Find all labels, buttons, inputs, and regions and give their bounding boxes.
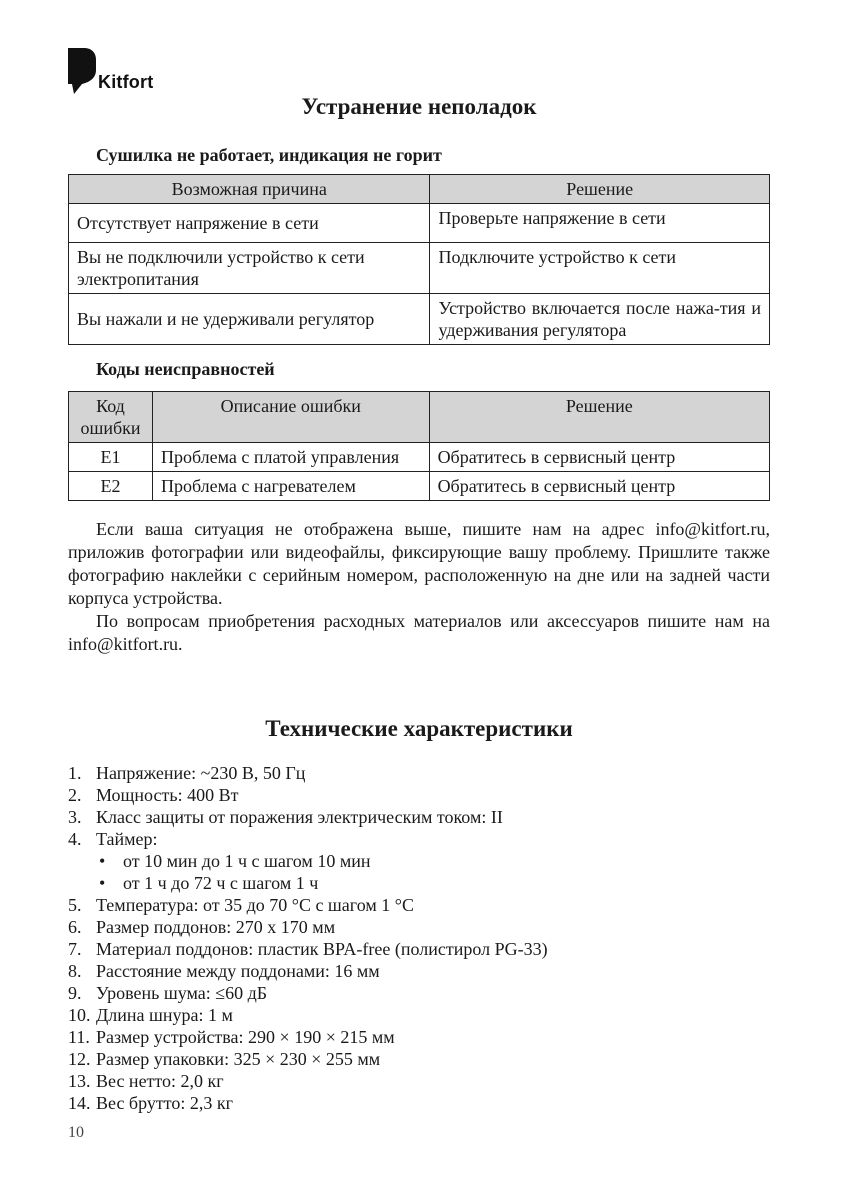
solution-cell: Проверьте напряжение в сети [430, 204, 770, 243]
spec-item-voltage [68, 762, 770, 784]
spec-number: 3. [68, 807, 82, 827]
table-row [69, 204, 770, 243]
spec-number: 9. [68, 983, 82, 1003]
spec-item-tray-material [68, 938, 770, 960]
solution-cell: Устройство включается после нажа-тия и удерживания регулятора [430, 294, 770, 345]
spec-text: Размер упаковки: 325 × 230 × 255 мм [96, 1049, 381, 1069]
column-header: Возможная причина [69, 175, 430, 204]
kitfort-logo [68, 48, 178, 96]
error-codes-subtitle: Коды неисправностей [96, 359, 275, 379]
troubleshooting-title: Устранение неполадок [301, 94, 537, 119]
spec-item-device-size [68, 1026, 770, 1048]
spec-number: 11. [68, 1027, 90, 1047]
cause-cell: Вы не подключили устройство к сети электропитания [69, 243, 430, 294]
no-power-table [68, 174, 770, 345]
support-paragraph: Если ваша ситуация не отображена выше, пишите нам на адрес info@kitfort.ru, приложив фотографии или видеофайлы, фиксирующие вашу проблему. Пришлите также фотографию наклейки с серийным номером, расположенную на дне или на задней части корпуса устройства. [68, 519, 770, 608]
spec-item-gross-weight [68, 1092, 770, 1114]
table-row [69, 243, 770, 294]
column-header: Код ошибки [69, 392, 153, 443]
spec-text: Температура: от 35 до 70 °C с шагом 1 °C [96, 895, 414, 915]
spec-number: 2. [68, 785, 82, 805]
timer-subitem: • от 1 ч до 72 ч с шагом 1 ч [96, 872, 770, 894]
spec-number: 12. [68, 1049, 91, 1069]
spec-text: Длина шнура: 1 м [96, 1005, 233, 1025]
spec-item-noise-level [68, 982, 770, 1004]
spec-text: Уровень шума: ≤60 дБ [96, 983, 268, 1003]
cause-cell: Отсутствует напряжение в сети [69, 204, 430, 243]
solution-cell: Подключите устройство к сети [430, 243, 770, 294]
brand-name: Kitfort [98, 72, 154, 92]
spec-number: 5. [68, 895, 82, 915]
no-power-subtitle: Сушилка не работает, индикация не горит [96, 145, 442, 165]
table-row [69, 294, 770, 345]
table-row [69, 472, 770, 501]
spec-item-timer [68, 828, 770, 894]
page-number: 10 [68, 1124, 84, 1141]
column-header: Решение [430, 175, 770, 204]
solution-cell: Обратитесь в сервисный центр [429, 472, 769, 501]
spec-number: 6. [68, 917, 82, 937]
error-code-cell: E1 [69, 443, 153, 472]
spec-item-cord-length [68, 1004, 770, 1026]
spec-item-power [68, 784, 770, 806]
column-header: Решение [429, 392, 769, 443]
timer-subitem: • от 10 мин до 1 ч с шагом 10 мин [96, 850, 770, 872]
timer-sublist [96, 850, 770, 894]
error-code-cell: E2 [69, 472, 153, 501]
column-header: Описание ошибки [152, 392, 429, 443]
error-description-cell: Проблема с платой управления [152, 443, 429, 472]
spec-item-tray-size [68, 916, 770, 938]
spec-number: 13. [68, 1071, 91, 1091]
spec-number: 14. [68, 1093, 91, 1113]
spec-text: Мощность: 400 Вт [96, 785, 239, 805]
solution-cell: Обратитесь в сервисный центр [429, 443, 769, 472]
spec-text: Вес брутто: 2,3 кг [96, 1093, 233, 1113]
cause-cell: Вы нажали и не удерживали регулятор [69, 294, 430, 345]
spec-text: Размер устройства: 290 × 190 × 215 мм [96, 1027, 395, 1047]
spec-item-package-size [68, 1048, 770, 1070]
table-header-row [69, 392, 770, 443]
spec-text: Таймер: [96, 829, 158, 849]
spec-text: Напряжение: ~230 В, 50 Гц [96, 763, 306, 783]
spec-item-net-weight [68, 1070, 770, 1092]
spec-item-temperature [68, 894, 770, 916]
spec-text: Расстояние между поддонами: 16 мм [96, 961, 380, 981]
spec-text: Класс защиты от поражения электрическим током: II [96, 807, 503, 827]
error-description-cell: Проблема с нагревателем [152, 472, 429, 501]
spec-text: Вес нетто: 2,0 кг [96, 1071, 224, 1091]
error-codes-table [68, 391, 770, 501]
spec-item-protection-class [68, 806, 770, 828]
spec-text: Размер поддонов: 270 x 170 мм [96, 917, 336, 937]
accessories-paragraph: По вопросам приобретения расходных материалов или аксессуаров пишите нам на info@kitfort.ru. [68, 611, 770, 654]
spec-text: Материал поддонов: пластик BPA-free (полистирол PG-33) [96, 939, 548, 959]
table-header-row [69, 175, 770, 204]
spec-number: 1. [68, 763, 82, 783]
kitfort-flag-logo-icon [68, 48, 96, 94]
spec-number: 10. [68, 1005, 91, 1025]
table-row [69, 443, 770, 472]
specifications-list [68, 762, 770, 1114]
spec-number: 8. [68, 961, 82, 981]
specifications-title: Технические характеристики [265, 716, 573, 741]
spec-number: 4. [68, 829, 82, 849]
spec-number: 7. [68, 939, 82, 959]
spec-item-tray-spacing [68, 960, 770, 982]
